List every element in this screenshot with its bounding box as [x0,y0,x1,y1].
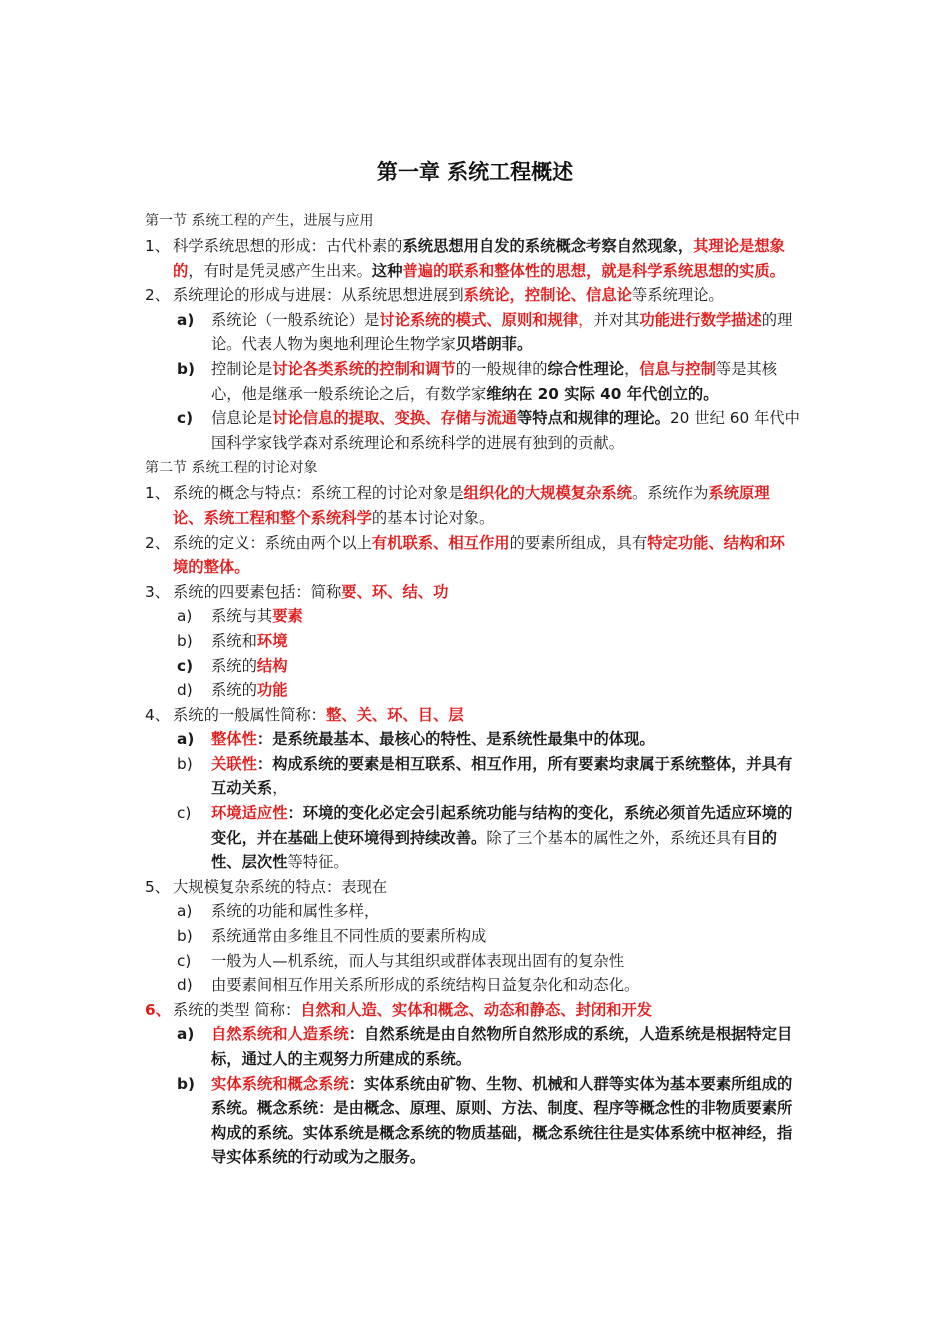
highlight-text: 整体性 [211,730,257,749]
bold-text: ：实体系统由矿物、生物、机械和人群等实体为基本要素所组成的系统。概念系统：是由概念、原理、原则、方法、制度、程序等概念性的非物质要素所构成的系统。实体系统是概念系统的物质基础，概念系统往往是实体系统中枢神经，指导实体系统的行动或为之服务。 [211,1074,793,1167]
highlight-text: 有机联系、相互作用 [371,533,510,552]
bold-text: 这种 [371,261,403,280]
highlight-text: 结构 [256,656,288,675]
item-number: 1、 [145,484,171,503]
sub-item-label: a) [177,607,193,626]
text-run: 信息论是 [211,409,273,428]
highlight-text: 实体系统和概念系统 [211,1074,349,1093]
bold-text: ：环境的变化必定会引起系统功能与结构的变化，系统必须首先适应环境的变化，并在基础上使环境得到持续改善。 [211,804,793,847]
sub-item [145,727,800,752]
bold-text: ：自然系统是由自然物所自然形成的系统，人造系统是根据特定目标，通过人的主观努力所建成的系统。 [211,1025,793,1068]
item-number: 2、 [145,533,171,552]
text-run: 系统的四要素包括：简称 [173,582,342,601]
sub-item-label: a) [177,310,195,329]
text-run: 等特征。 [287,853,349,872]
text-run: 。系统作为 [631,484,709,503]
text-run: 科学系统思想的形成：古代朴素的 [173,237,403,255]
highlight-text: 整、关、环、目、层 [325,705,464,724]
item-number: 2、 [145,286,171,305]
highlight-text: 功能 [256,681,288,700]
text-run: ， [624,359,640,378]
text-run: ， [272,779,288,798]
list-item [145,703,800,728]
bold-text: 维纳在 20 实际 40 年代创立的。 [486,384,719,403]
text-run: 系统和 [211,631,257,650]
highlight-text: 环境适应性 [211,804,288,823]
sub-item-label: d) [177,976,193,995]
sub-item [145,654,800,679]
text-run: 系统的定义：系统由两个以上 [173,533,372,552]
text-run: 系统的概念与特点：系统工程的讨论对象是 [173,484,464,503]
sub-item [145,678,800,703]
bold-text: 综合性理论 [547,359,625,378]
highlight-text: 自然系统和人造系统 [211,1025,349,1044]
sub-item-label: b) [177,927,193,946]
highlight-text: 讨论各类系统的控制和调节 [272,359,456,378]
sub-item [145,406,800,455]
text-run: 控制论是 [211,359,273,378]
highlight-text: 自然和人造、实体和概念、动态和静态、封闭和开发 [300,1000,653,1019]
highlight-text: 要、环、结、功 [341,582,449,601]
highlight-text: 系统原理论、系统工程和整个系统科学 [173,484,770,527]
sub-item [145,357,800,406]
section-heading-1: 第一节 系统工程的产生，进展与应用 [145,213,374,229]
bold-text: ：是系统最基本、最核心的特性、是系统性最集中的体现。 [256,730,655,749]
item-number: 4、 [145,705,171,724]
highlight-text: 其理论是想象的 [173,237,785,280]
sub-item-label: b) [177,359,195,378]
sub-item-label: a) [177,730,195,749]
section-heading-2: 第二节 系统工程的讨论对象 [145,460,318,477]
text-run: 除了三个基本的属性之外，系统还具有 [486,828,747,847]
text-run: 由要素间相互作用关系所形成的系统结构日益复杂化和动态化。 [211,976,640,995]
bold-text: ：构成系统的要素是相互联系、相互作用，所有要素均隶属于系统整体，并具有互动关系 [211,754,793,798]
highlight-text: 组织化的大规模复杂系统 [463,484,632,503]
text-run: 系统通常由多维且不同性质的要素所构成 [211,927,487,946]
text-run: 的理论。代表人物为奥地利理论生物学家 [211,310,793,354]
list-item [145,283,800,308]
text-run: 的一般规律的 [455,359,548,378]
text-run: 的基本讨论对象。 [371,508,495,527]
item-number: 3、 [145,582,171,601]
bold-text: 等特点和规律的理论。 [516,409,670,428]
text-run: 系统的功能和属性多样， [211,902,380,921]
sub-item-label: c) [177,951,192,970]
text-run: ，有时是凭灵感产生出来。 [188,261,372,280]
highlight-text: ， [578,310,594,329]
sub-item [145,604,800,629]
list-item [145,580,800,605]
sub-item-label: c) [177,409,194,428]
text-run: 系统与其 [211,607,273,626]
sub-item [145,924,800,949]
sub-item-label: b) [177,631,193,650]
list-item [145,234,800,283]
text-run: 系统理论的形成与进展：从系统思想进展到 [173,286,464,305]
sub-item [145,1022,800,1071]
sub-item-label: b) [177,1074,195,1093]
bold-text: 系统思想用自发的系统概念考察自然现象， [402,237,694,255]
text-run: 系统的类型 简称： [173,1000,301,1019]
sub-item-label: c) [177,804,192,823]
sub-item-label: d) [177,681,193,700]
text-run: 等是其核心，他是继承一般系统论之后，有数学家 [211,359,778,403]
sub-item-label: b) [177,754,193,773]
sub-item-label: c) [177,656,194,675]
document-body [145,208,800,1170]
bold-text: 贝塔朗菲。 [455,335,533,354]
highlight-text: 信息与控制 [639,359,716,378]
sub-item [145,629,800,654]
sub-item [145,1072,800,1170]
sub-item-label: a) [177,1025,195,1044]
sub-item [145,801,800,875]
text-run: 系统的 [211,656,257,675]
item-number: 5、 [145,877,171,896]
sub-item [145,899,800,924]
list-item [145,531,800,580]
highlight-text: 讨论系统的模式、原则和规律 [379,310,579,329]
highlight-text: 系统论，控制论、信息论 [463,286,632,305]
item-number: 1、 [145,237,171,255]
text-run: 系统论（一般系统论）是 [211,310,380,329]
sub-item [145,973,800,998]
highlight-text: 功能进行数学描述 [639,310,762,329]
sub-item-label: a) [177,902,193,921]
text-run: 20 世纪 60 年代中国科学家钱学森对系统理论和系统科学的进展有独到的贡献。 [211,409,800,452]
list-item [145,875,800,900]
highlight-text: 普遍的联系和整体性的思想，就是科学系统思想的实质。 [402,261,785,280]
sub-item [145,752,800,801]
highlight-text: 要素 [272,607,303,626]
list-item [145,998,800,1023]
item-number: 6、 [145,1000,171,1019]
text-run: 并对其 [593,310,640,329]
text-run: 系统的一般属性简称： [173,705,326,724]
text-run: 系统的 [211,681,257,700]
list-item [145,481,800,530]
bold-text: 目的性、层次性 [211,828,778,872]
text-run: 的要素所组成，具有 [509,533,648,552]
text-run: 大规模复杂系统的特点：表现在 [173,877,388,896]
highlight-text: 关联性 [211,754,257,773]
highlight-text: 讨论信息的提取、变换、存储与流通 [272,409,517,428]
highlight-text: 特定功能、结构和环境的整体。 [173,533,785,577]
chapter-title: 第一章 系统工程概述 [376,160,574,184]
text-run: 等系统理论。 [631,286,724,305]
text-run: 一般为人—机系统，而人与其组织或群体表现出固有的复杂性 [211,951,625,970]
highlight-text: 环境 [256,631,288,650]
sub-item [145,949,800,974]
sub-item [145,308,800,357]
